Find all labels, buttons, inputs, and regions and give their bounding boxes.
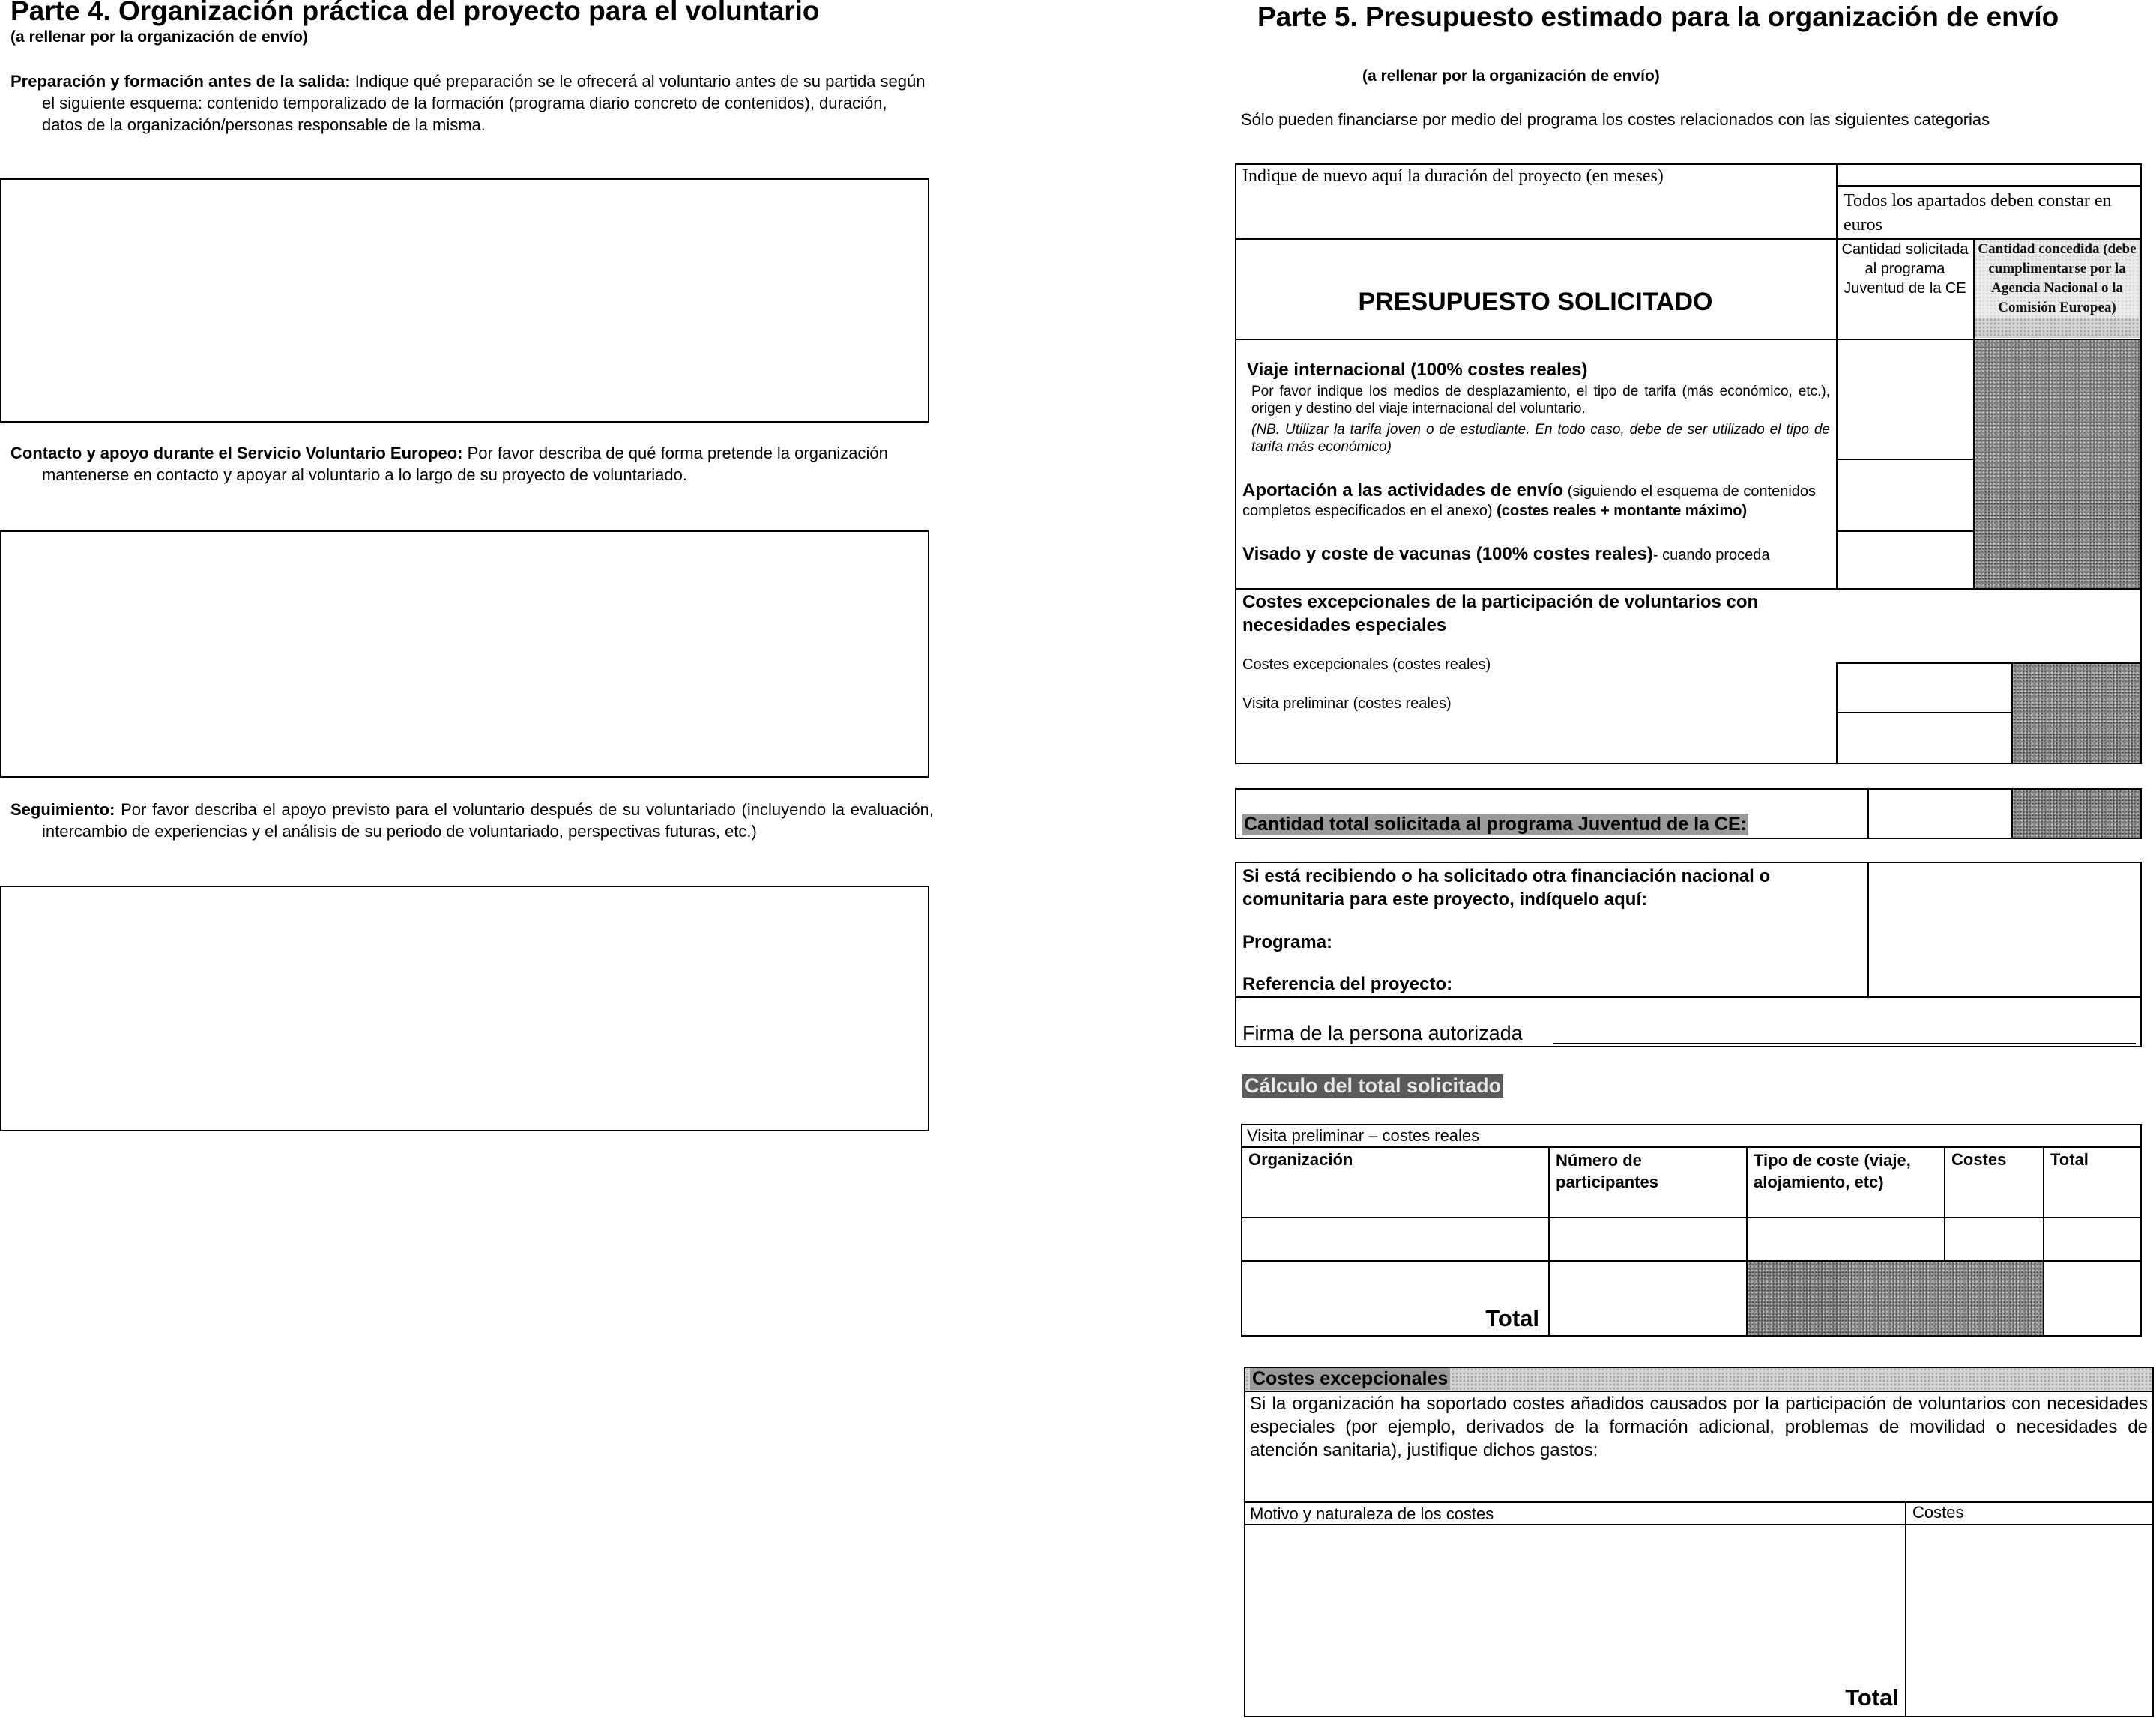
visit-costs-input[interactable] xyxy=(1945,1218,2043,1260)
exc-costs-input-cell[interactable] xyxy=(1906,1525,2152,1716)
contrib-title: Aportación a las actividades de envío xyxy=(1242,480,1564,500)
exc-visit-input[interactable] xyxy=(1838,713,2011,764)
visit-grand-total-input[interactable] xyxy=(2044,1262,2140,1335)
exc-total-label: Total xyxy=(1845,1684,1899,1711)
followup-instructions xyxy=(10,799,934,842)
visit-col-type: Tipo de coste (viaje, alojamiento, etc) xyxy=(1754,1151,1911,1191)
travel-text: Por favor indique los medios de desplazamiento, el tipo de tarifa (más económico, etc.), origen y destino del viaje internacional del voluntario. xyxy=(1251,384,1830,417)
visa-text: - cuando proceda xyxy=(1652,547,1770,563)
contrib-text: (siguiendo el esquema de contenidos completos especificados en el anexo) xyxy=(1242,483,1817,519)
exc-costs-input[interactable] xyxy=(1838,664,2011,712)
prep-text: Indique qué preparación se le ofrecerá al voluntario antes de su partida según el siguiente esquema: contenido temporalizado de la formación (programa diario concreto de contenidos), duración, datos de la organización/personas responsable de la misma. xyxy=(42,72,925,134)
travel-requested-input[interactable] xyxy=(1838,340,1973,459)
contact-answer-box[interactable] xyxy=(0,530,929,778)
prep-label: Preparación y formación antes de la salida: xyxy=(10,72,351,91)
followup-text: Por favor describa el apoyo previsto para el voluntario después de su voluntariado (incluyendo la evaluación, intercambio de experiencias y el análisis de su periodo de voluntariado, perspectivas futuras, etc.) xyxy=(42,800,934,841)
duration-input[interactable] xyxy=(1836,165,2142,185)
exc-col-costs: Costes xyxy=(1912,1503,1964,1522)
followup-answer-box[interactable] xyxy=(0,886,929,1131)
exc-reason-input[interactable] xyxy=(1245,1525,1905,1684)
part5-intro: Sólo pueden financiarse por medio del programa los costes relacionados con las siguientes categorias xyxy=(1241,110,1990,129)
col-granted-header: Cantidad concedida (debe cumplimentarse por la Agencia Nacional o la Comisión Europea) xyxy=(1975,240,2139,318)
exc-table-title: Costes excepcionales xyxy=(1250,1368,1450,1390)
visit-total-participants-input[interactable] xyxy=(1550,1262,1746,1335)
visit-col-org: Organización xyxy=(1248,1150,1353,1169)
prep-instructions xyxy=(10,70,926,136)
contrib-bold: (costes reales + montante máximo) xyxy=(1497,503,1748,519)
col-requested-header: Cantidad solicitada al programa Juventud de la CE xyxy=(1841,241,1969,297)
visit-type-input[interactable] xyxy=(1748,1218,1944,1260)
budget-heading: PRESUPUESTO SOLICITADO xyxy=(1358,288,1713,316)
contact-label: Contacto y apoyo durante el Servicio Voluntario Europeo: xyxy=(10,444,463,462)
visa-title: Visado y coste de vacunas (100% costes reales) xyxy=(1242,544,1653,564)
total-requested-label: Cantidad total solicitada al programa Juventud de la CE: xyxy=(1244,814,1747,835)
contrib-row xyxy=(1242,481,1827,521)
visit-total-shade xyxy=(1748,1262,2043,1335)
travel-title: Viaje internacional (100% costes reales) xyxy=(1247,360,1588,380)
referencia-label: Referencia del proyecto: xyxy=(1242,974,1453,994)
exc-title: Costes excepcionales de la participación de voluntarios con necesidades especiales xyxy=(1242,592,1759,635)
part5-title: Parte 5. Presupuesto estimado para la organización de envío xyxy=(1257,1,2059,32)
visa-requested-input[interactable] xyxy=(1838,532,1973,588)
visit-participants-input[interactable] xyxy=(1550,1218,1746,1260)
contact-instructions xyxy=(10,442,934,486)
other-funding-input[interactable] xyxy=(1869,863,2140,995)
calc-title: Cálculo del total solicitado xyxy=(1242,1074,1503,1098)
granted-shaded-cells xyxy=(1975,340,2140,588)
exc-visit-label: Visita preliminar (costes reales) xyxy=(1242,695,1452,712)
visit-col-total: Total xyxy=(2050,1150,2089,1169)
visa-row xyxy=(1242,544,1835,565)
duration-label: Indique de nuevo aquí la duración del proyecto (en meses) xyxy=(1242,166,1664,186)
total-requested-input[interactable] xyxy=(1869,790,2011,838)
visit-col-participants: Número de participantes xyxy=(1556,1151,1658,1191)
contact-text: Por favor describa de qué forma pretende la organización mantenerse en contacto y apoyar al voluntario a lo largo de su proyecto de voluntariado. xyxy=(42,444,888,484)
part5-subtitle: (a rellenar por la organización de envío) xyxy=(1362,67,1660,85)
exc-col-reason: Motivo y naturaleza de los costes xyxy=(1250,1504,1494,1523)
prep-answer-box[interactable] xyxy=(0,178,929,423)
signature-label: Firma de la persona autorizada xyxy=(1242,1022,1523,1044)
part4-title: Parte 4. Organización práctica del proyecto para el voluntario xyxy=(10,0,820,26)
euros-note: Todos los apartados deben constar en euros xyxy=(1844,191,2112,235)
contrib-requested-input[interactable] xyxy=(1838,460,1973,530)
visit-total-label: Total xyxy=(1485,1305,1539,1331)
total-granted-shade xyxy=(2013,790,2140,838)
travel-note: (NB. Utilizar la tarifa joven o de estudiante. En todo caso, debe de ser utilizado el tipo de tarifa más económico) xyxy=(1251,422,1830,455)
followup-label: Seguimiento: xyxy=(10,800,115,819)
programa-label: Programa: xyxy=(1242,932,1333,952)
visit-org-input[interactable] xyxy=(1242,1218,1548,1260)
granted-shaded-cells-exc xyxy=(2013,664,2140,763)
other-funding-question: Si está recibiendo o ha solicitado otra financiación nacional o comunitaria para este proyecto, indíquelo aquí: xyxy=(1242,866,1771,910)
part4-subtitle: (a rellenar por la organización de envío) xyxy=(10,28,308,46)
exc-costs-label: Costes excepcionales (costes reales) xyxy=(1242,656,1491,673)
visit-col-costs: Costes xyxy=(1951,1150,2007,1169)
exc-table-text: Si la organización ha soportado costes añadidos causados por la participación de voluntarios con necesidades especiales (por ejemplo, derivados de la formación adicional, problemas de movilidad o necesidades de atención sanitaria), justifique dichos gastos: xyxy=(1250,1394,2148,1460)
visit-total-input[interactable] xyxy=(2044,1218,2140,1260)
visit-table-title: Visita preliminar – costes reales xyxy=(1247,1126,1480,1145)
signature-line[interactable] xyxy=(1553,1043,2136,1044)
